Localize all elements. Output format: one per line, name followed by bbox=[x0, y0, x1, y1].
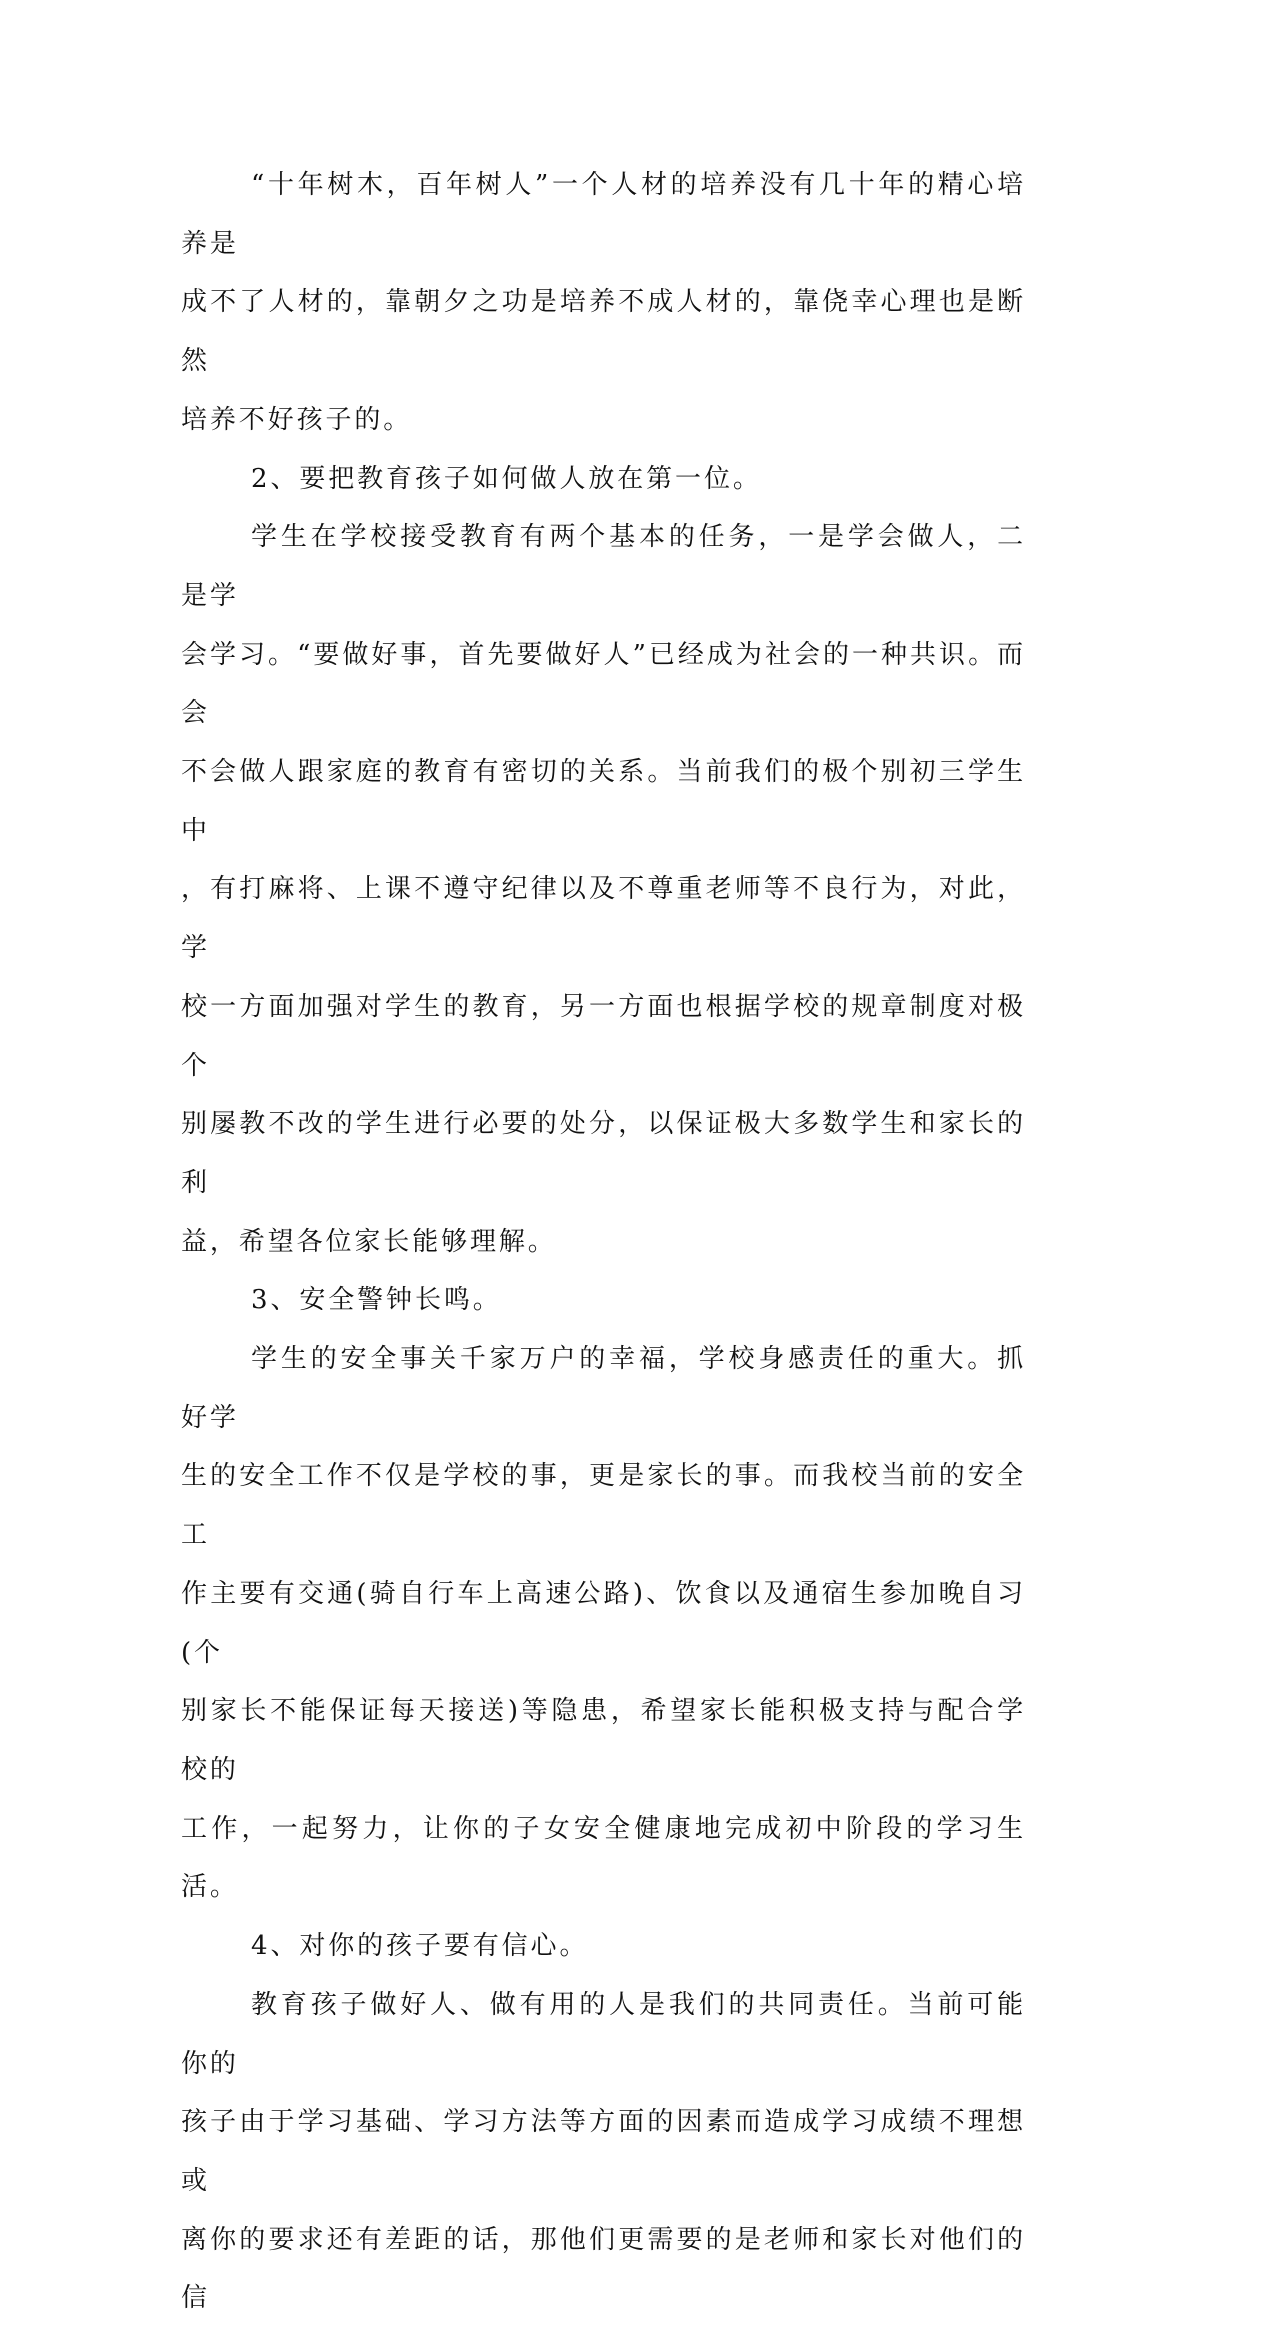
section-heading-3: 3、安全警钟长鸣。 bbox=[251, 1285, 502, 1316]
paragraph-intro-quote: “十年树木，百年树人”一个人材的培养没有几十年的精心培养是 成不了人材的，靠朝夕之功是培养不成人材的，靠侥幸心理也是断然 培养不好孩子的。 bbox=[181, 170, 1026, 435]
paragraph-safety: 学生的安全事关千家万户的幸福，学校身感责任的重大。抓好学 生的安全工作不仅是学校的事，更是家长的事。而我校当前的安全工 作主要有交通(骑自行车上高速公路)、饮食以及通宿生参加晚自习(个 别家长不能保证每天接送)等隐患，希望家长能积极支持与配合学校的 工作，一起努力，让你的子女安全健康地完成初中阶段的学习生活。 bbox=[181, 1344, 1026, 1903]
paragraph-conduct: 学生在学校接受教育有两个基本的任务，一是学会做人，二是学 会学习。“要做好事，首先要做好人”已经成为社会的一种共识。而会 不会做人跟家庭的教育有密切的关系。当前我们的极个别初三学生中 ，有打麻将、上课不遵守纪律以及不尊重老师等不良行为，对此，学 校一方面加强对学生的教育，另一方面也根据学校的规章制度对极个 别屡教不改的学生进行必要的处分，以保证极大多数学生和家长的利 益，希望各位家长能够理解。 bbox=[181, 522, 1026, 1257]
paragraph-confidence: 教育孩子做好人、做有用的人是我们的共同责任。当前可能你的 孩子由于学习基础、学习方法等方面的因素而造成学习成绩不理想或 离你的要求还有差距的话，那他们更需要的是老师和家长对他们的信 bbox=[181, 1989, 1026, 2314]
section-heading-4: 4、对你的孩子要有信心。 bbox=[251, 1931, 589, 1962]
section-heading-2: 2、要把教育孩子如何做人放在第一位。 bbox=[251, 463, 762, 494]
document-body bbox=[181, 156, 1026, 2328]
